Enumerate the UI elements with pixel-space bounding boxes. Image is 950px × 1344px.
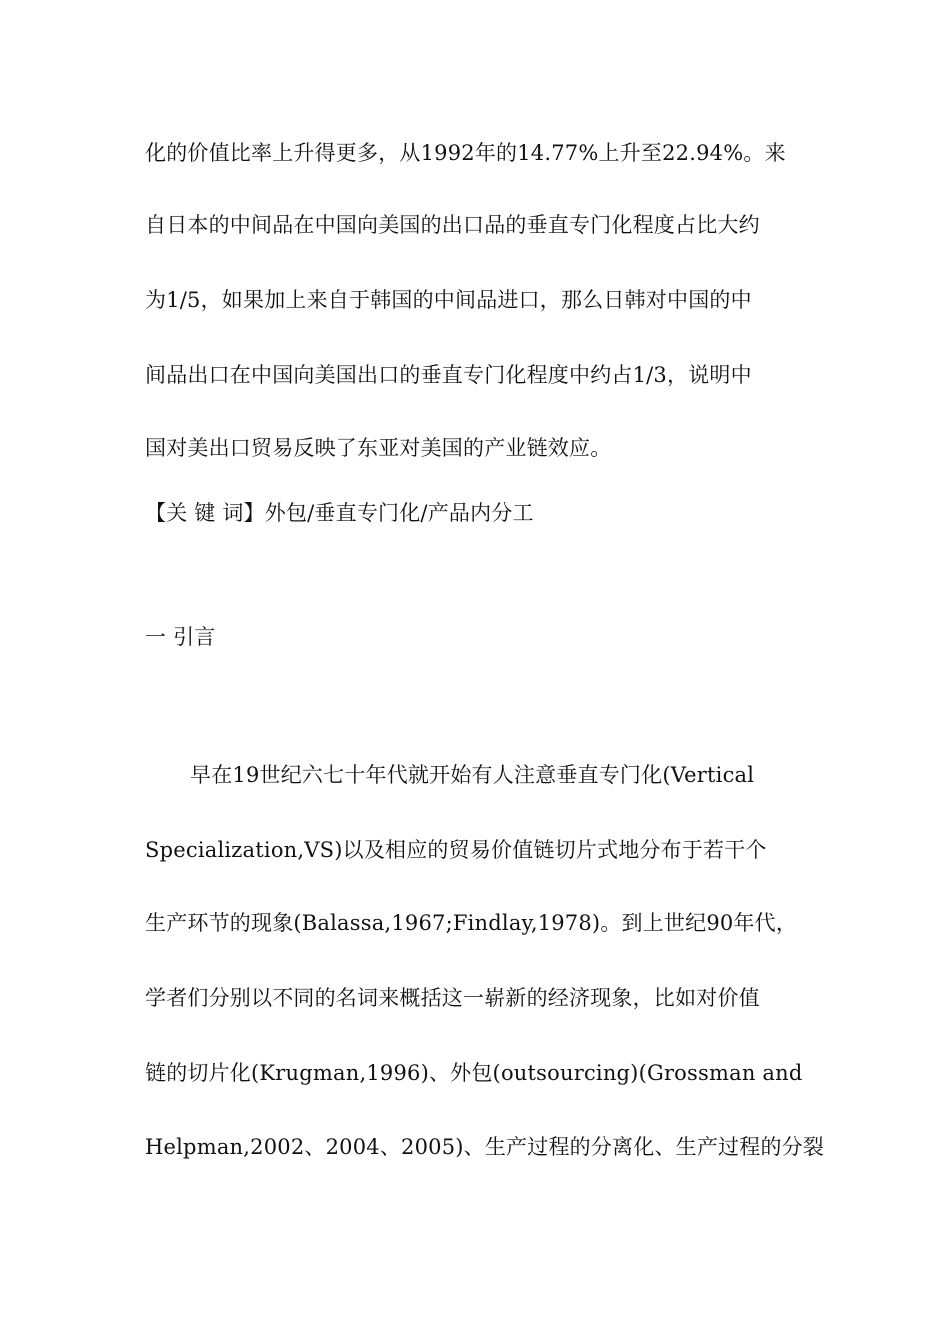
- abstract-line-3: 为1/5，如果加上来自于韩国的中间品进口，那么日韩对中国的中: [145, 288, 752, 312]
- body-line-2: Specialization,VS)以及相应的贸易价值链切片式地分布于若干个: [145, 838, 767, 862]
- abstract-line-5: 国对美出口贸易反映了东亚对美国的产业链效应。: [145, 436, 612, 460]
- abstract-line-2: 自日本的中间品在中国向美国的出口品的垂直专门化程度占比大约: [145, 213, 760, 237]
- body-line-5: 链的切片化(Krugman,1996)、外包(outsourcing)(Grossman and: [145, 1061, 803, 1085]
- body-line-4: 学者们分别以不同的名词来概括这一崭新的经济现象，比如对价值: [145, 986, 760, 1010]
- body-line-3: 生产环节的现象(Balassa,1967;Findlay,1978)。到上世纪90年代，: [145, 911, 798, 935]
- keywords-line: 【关 键 词】外包/垂直专门化/产品内分工: [145, 501, 534, 525]
- section-heading: 一 引言: [145, 625, 216, 649]
- body-line-1: 早在19世纪六七十年代就开始有人注意垂直专门化(Vertical: [190, 763, 755, 787]
- body-line-6: Helpman,2002、2004、2005)、生产过程的分离化、生产过程的分裂: [145, 1135, 825, 1159]
- abstract-line-4: 间品出口在中国向美国出口的垂直专门化程度中约占1/3，说明中: [145, 363, 752, 387]
- abstract-line-1: 化的价值比率上升得更多，从1992年的14.77%上升至22.94%。来: [145, 141, 786, 165]
